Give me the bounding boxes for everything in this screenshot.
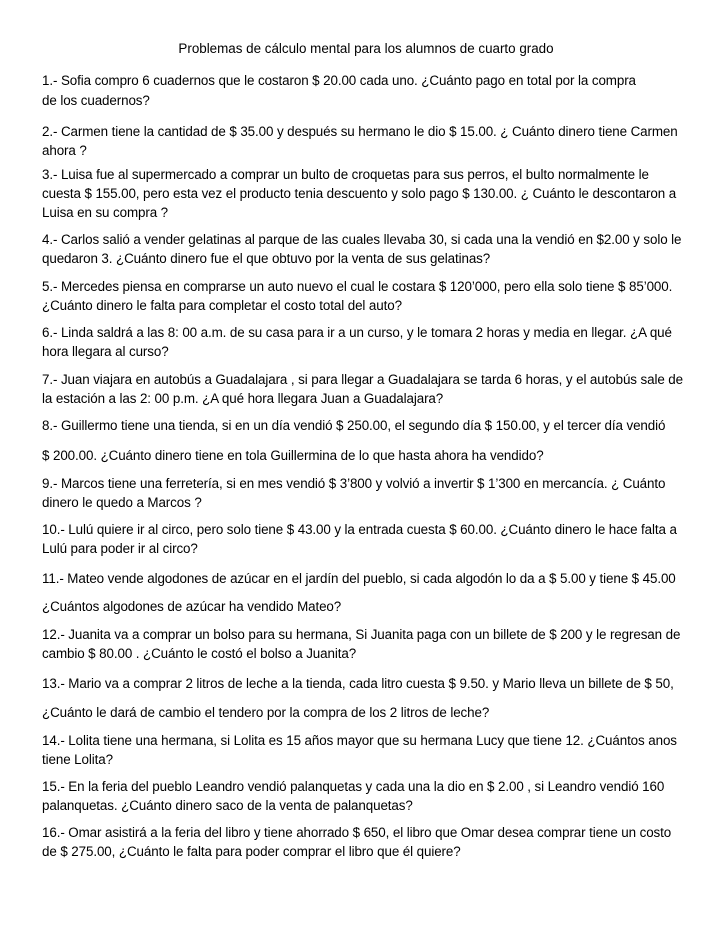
problem-4-line-1: 4.- Carlos salió a vender gelatinas al parque de las cuales llevaba 30, si cada una la vendió en $2.00 y solo le	[42, 232, 682, 247]
problem-6-line-1: 6.- Linda saldrá a las 8: 00 a.m. de su casa para ir a un curso, y le tomara 2 horas y media en llegar. ¿A qué	[42, 325, 672, 340]
problem-8-line-1: 8.- Guillermo tiene una tienda, si en un día vendió $ 250.00, el segundo día $ 150.00, y el tercer día vendió	[42, 418, 666, 433]
problem-10-line-2: Lulú para poder ir al circo?	[42, 541, 198, 556]
problem-16-line-2: de $ 275.00, ¿Cuánto le falta para poder comprar el libro que él quiere?	[42, 844, 461, 859]
problem-11-line-1: 11.- Mateo vende algodones de azúcar en el jardín del pueblo, si cada algodón lo da a $ 5.00 y tiene $ 45.00	[42, 571, 676, 586]
problem-5-line-2: ¿Cuánto dinero le falta para completar el costo total del auto?	[42, 298, 402, 313]
problem-10-line-1: 10.- Lulú quiere ir al circo, pero solo tiene $ 43.00 y la entrada cuesta $ 60.00. ¿Cuánto dinero le hace falta a	[42, 522, 677, 537]
problem-14-line-2: tiene Lolita?	[42, 752, 113, 767]
problem-14-line-1: 14.- Lolita tiene una hermana, si Lolita es 15 años mayor que su hermana Lucy que tiene 12. ¿Cuántos anos	[42, 733, 677, 748]
problem-11-line-2: ¿Cuántos algodones de azúcar ha vendido Mateo?	[42, 599, 342, 614]
problem-16-line-1: 16.- Omar asistirá a la feria del libro y tiene ahorrado $ 650, el libro que Omar desea comprar tiene un costo	[42, 825, 672, 840]
problem-12-line-1: 12.- Juanita va a comprar un bolso para su hermana, Si Juanita paga con un billete de $ 200 y le regresan de	[42, 627, 681, 642]
problem-7-line-2: la estación a las 2: 00 p.m. ¿A qué hora llegara Juan a Guadalajara?	[42, 391, 444, 406]
problem-9-line-1: 9.- Marcos tiene una ferretería, si en mes vendió $ 3’800 y volvió a invertir $ 1’300 en mercancía. ¿ Cuánto	[42, 476, 666, 491]
problem-15-line-1: 15.- En la feria del pueblo Leandro vendió palanquetas y cada una la dio en $ 2.00 , si Leandro vendió 160	[42, 779, 665, 794]
problem-4-line-2: quedaron 3. ¿Cuánto dinero fue el que obtuvo por la venta de sus gelatinas?	[42, 251, 491, 266]
problem-2-line-1: 2.- Carmen tiene la cantidad de $ 35.00 y después su hermano le dio $ 15.00. ¿ Cuánto dinero tiene Carmen	[42, 124, 678, 139]
problem-13-line-2: ¿Cuánto le dará de cambio el tendero por la compra de los 2 litros de leche?	[42, 705, 490, 720]
problem-3-line-1: 3.- Luisa fue al supermercado a comprar un bulto de croquetas para sus perros, el bulto normalmente le	[42, 167, 649, 182]
page-title: Problemas de cálculo mental para los alumnos de cuarto grado	[178, 41, 554, 56]
problem-9-line-2: dinero le quedo a Marcos ?	[42, 495, 202, 510]
problem-1-line-1: 1.- Sofia compro 6 cuadernos que le costaron $ 20.00 cada uno. ¿Cuánto pago en total por la compra	[42, 73, 636, 88]
problem-3-line-2: cuesta $ 155.00, pero esta vez el producto tenia descuento y solo pago $ 130.00. ¿ Cuánto le descontaron a	[42, 186, 677, 201]
problem-12-line-2: cambio $ 80.00 . ¿Cuánto le costó el bolso a Juanita?	[42, 646, 357, 661]
problem-13-line-1: 13.- Mario va a comprar 2 litros de leche a la tienda, cada litro cuesta $ 9.50. y Mario lleva un billete de $ 50,	[42, 676, 674, 691]
problem-2-line-2: ahora ?	[42, 143, 87, 158]
problem-5-line-1: 5.- Mercedes piensa en comprarse un auto nuevo el cual le costara $ 120’000, pero ella solo tiene $ 85’000.	[42, 279, 673, 294]
problem-1-line-2: de los cuadernos?	[42, 93, 150, 108]
problem-8-line-2: $ 200.00. ¿Cuánto dinero tiene en tola Guillermina de lo que hasta ahora ha vendido?	[42, 448, 544, 463]
problem-6-line-2: hora llegara al curso?	[42, 344, 169, 359]
problem-15-line-2: palanquetas. ¿Cuánto dinero saco de la venta de palanquetas?	[42, 798, 413, 813]
problem-3-line-3: Luisa en su compra ?	[42, 205, 169, 220]
problem-7-line-1: 7.- Juan viajara en autobús a Guadalajara , si para llegar a Guadalajara se tarda 6 horas, y el autobús sale de	[42, 372, 683, 387]
